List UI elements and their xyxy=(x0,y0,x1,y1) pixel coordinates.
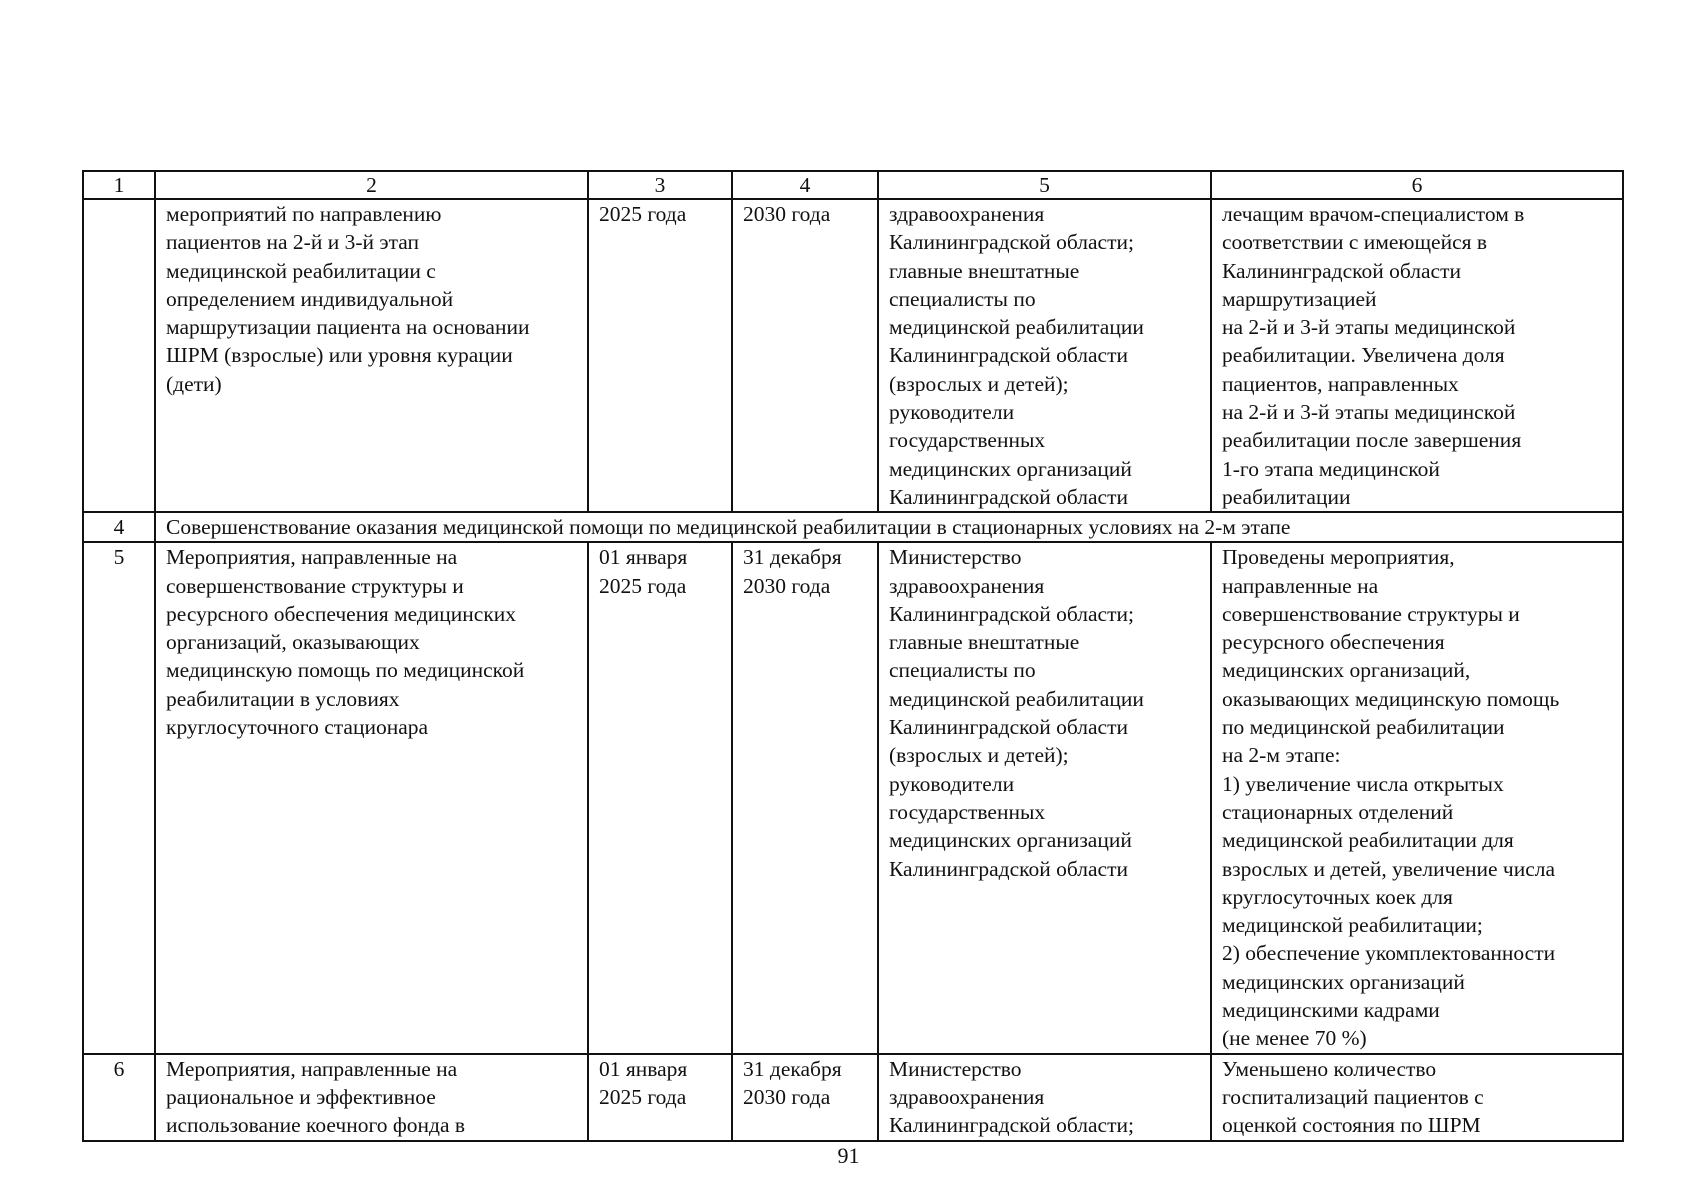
responsible-cell: здравоохранения Калининградской области; главные внештатные специалисты по медицинской реабилитации Калининградской области (взрослых и детей); руководители государственных медицинских организаций Калининградской области xyxy=(878,199,1211,512)
section-row xyxy=(83,512,1623,542)
table-row xyxy=(83,1054,1623,1141)
table-row xyxy=(83,199,1623,512)
responsible-cell: Министерство здравоохранения Калининградской области; xyxy=(878,1054,1211,1141)
measure-name-cell: мероприятий по направлению пациентов на 2-й и 3-й этап медицинской реабилитации с определением индивидуальной маршрутизации пациента на основании ШРМ (взрослые) или уровня курации (дети) xyxy=(155,199,588,512)
measures-table xyxy=(82,170,1624,1142)
end-date-cell: 31 декабря 2030 года xyxy=(732,542,878,1053)
start-date-cell: 2025 года xyxy=(588,199,732,512)
end-date-cell: 31 декабря 2030 года xyxy=(732,1054,878,1141)
row-number: 5 xyxy=(83,542,155,1053)
header-cell-3: 3 xyxy=(588,171,732,199)
end-date-cell: 2030 года xyxy=(732,199,878,512)
header-cell-1: 1 xyxy=(83,171,155,199)
table-row xyxy=(83,542,1623,1053)
section-number: 4 xyxy=(83,512,155,542)
result-cell: Проведены мероприятия, направленные на совершенствование структуры и ресурсного обеспечения медицинских организаций, оказывающих медицинскую помощь по медицинской реабилитации на 2-м этапе: 1) увеличение числа открытых стационарных отделений медицинской реабилитации для взрослых и детей, увеличение числа круглосуточных коек для медицинской реабилитации; 2) обеспечение укомплектованности медицинских организаций медицинскими кадрами (не менее 70 %) xyxy=(1211,542,1623,1053)
result-cell: лечащим врачом-специалистом в соответствии с имеющейся в Калининградской области маршрутизацией на 2-й и 3-й этапы медицинской реабилитации. Увеличена доля пациентов, направленных на 2-й и 3-й этапы медицинской реабилитации после завершения 1-го этапа медицинской реабилитации xyxy=(1211,199,1623,512)
header-cell-5: 5 xyxy=(878,171,1211,199)
measure-name-cell: Мероприятия, направленные на совершенствование структуры и ресурсного обеспечения медицинских организаций, оказывающих медицинскую помощь по медицинской реабилитации в условиях круглосуточного стационара xyxy=(155,542,588,1053)
start-date-cell: 01 января 2025 года xyxy=(588,1054,732,1141)
row-number: 6 xyxy=(83,1054,155,1141)
section-title: Совершенствование оказания медицинской помощи по медицинской реабилитации в стационарных условиях на 2-м этапе xyxy=(155,512,1623,542)
header-cell-4: 4 xyxy=(732,171,878,199)
start-date-cell: 01 января 2025 года xyxy=(588,542,732,1053)
row-number xyxy=(83,199,155,512)
result-cell: Уменьшено количество госпитализаций пациентов с оценкой состояния по ШРМ xyxy=(1211,1054,1623,1141)
header-cell-6: 6 xyxy=(1211,171,1623,199)
measure-name-cell: Мероприятия, направленные на рациональное и эффективное использование коечного фонда в xyxy=(155,1054,588,1141)
responsible-cell: Министерство здравоохранения Калининградской области; главные внештатные специалисты по медицинской реабилитации Калининградской области (взрослых и детей); руководители государственных медицинских организаций Калининградской области xyxy=(878,542,1211,1053)
header-cell-2: 2 xyxy=(155,171,588,199)
column-number-header-row xyxy=(83,171,1623,199)
page-number: 91 xyxy=(837,1143,860,1168)
